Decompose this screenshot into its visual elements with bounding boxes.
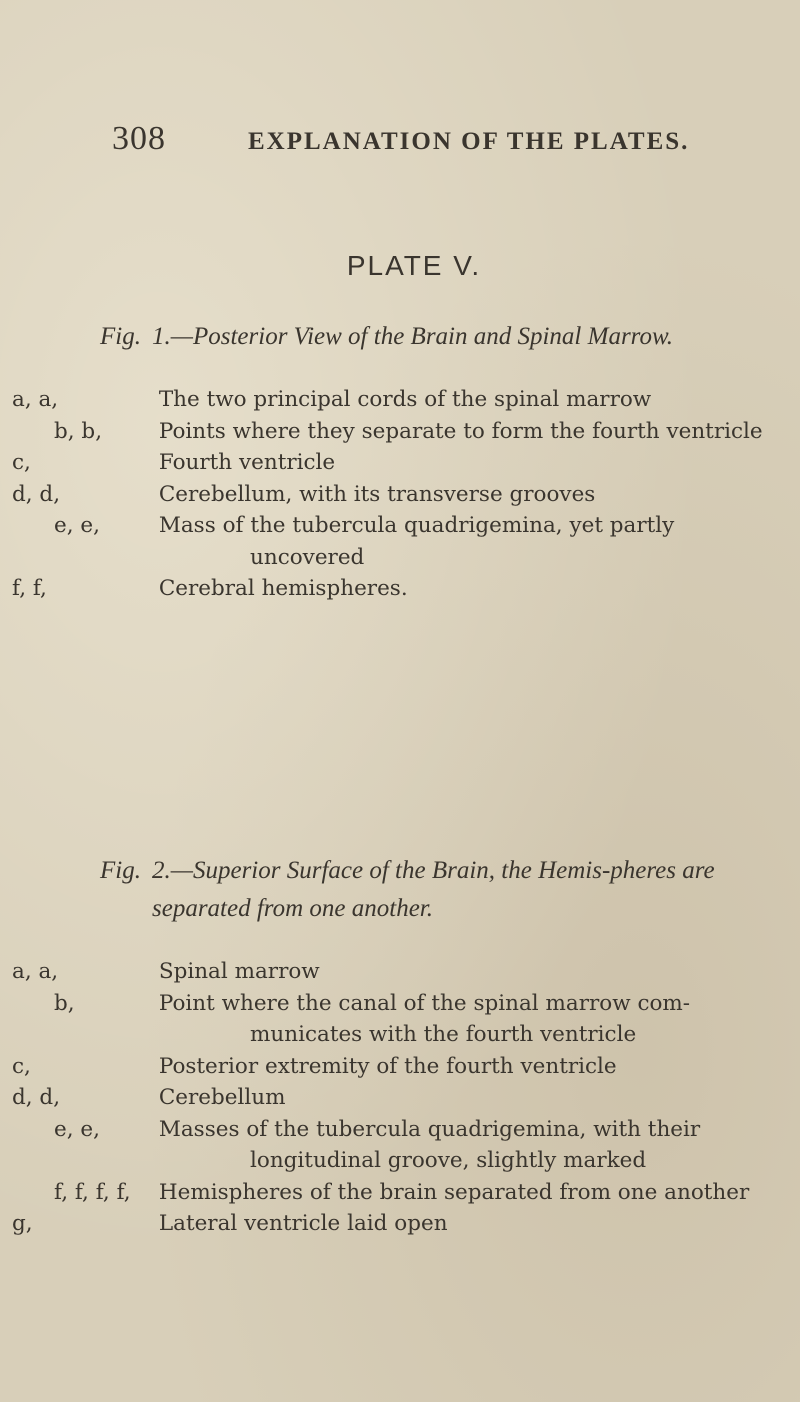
item-text: Points where they separate to form the fourth ventricle xyxy=(158,418,763,444)
list-item: d, d, Cerebellum xyxy=(12,1085,286,1110)
item-text: The two principal cords of the spinal marrow xyxy=(158,387,652,412)
item-text: Posterior extremity of the fourth ventricle xyxy=(158,1053,617,1079)
figure-caption xyxy=(0,318,800,356)
legend-list xyxy=(0,956,800,1240)
list-item: e, e, Masses of the tubercula quadrigemina, with their longitudinal groove, slightly marked xyxy=(54,1116,701,1173)
item-text: Spinal marrow xyxy=(158,959,320,984)
figure-1-section xyxy=(0,318,800,605)
list-item: g, Lateral ventricle laid open xyxy=(12,1211,448,1236)
list-item: a, a, Spinal marrow xyxy=(12,959,320,984)
item-text: Masses of the tubercula quadrigemina, with their longitudinal groove, slightly marked xyxy=(158,1116,701,1173)
list-item: c, Fourth ventricle xyxy=(12,450,336,475)
list-item: b, b, Points where they separate to form the fourth ventricle xyxy=(54,418,763,444)
item-text: Mass of the tubercula quadrigemina, yet partly uncovered xyxy=(158,513,675,570)
item-text: Cerebral hemispheres. xyxy=(158,576,408,601)
page-number: 308 xyxy=(112,120,166,157)
list-item: c, Posterior extremity of the fourth ventricle xyxy=(12,1053,617,1079)
list-item: f, f, Cerebral hemispheres. xyxy=(12,576,408,601)
item-text: Point where the canal of the spinal marrow com-municates with the fourth ventricle xyxy=(158,990,691,1047)
list-item: a, a, The two principal cords of the spinal marrow xyxy=(12,387,652,412)
figure-caption xyxy=(0,852,800,928)
running-head xyxy=(0,120,800,160)
item-text: Cerebellum, with its transverse grooves xyxy=(158,481,596,507)
figure-description: 1.—Posterior View of the Brain and Spinal Marrow. xyxy=(152,323,674,350)
legend-list xyxy=(0,384,800,605)
list-item: f, f, f, f, Hemispheres of the brain separated from one another xyxy=(54,1179,750,1205)
figure-label: Fig. xyxy=(100,323,141,350)
item-text: Hemispheres of the brain separated from one another xyxy=(158,1179,750,1205)
plate-title: PLATE V. xyxy=(346,250,482,281)
item-text: Cerebellum xyxy=(158,1085,286,1110)
figure-2-section xyxy=(0,852,800,1240)
item-text: Lateral ventricle laid open xyxy=(158,1211,448,1236)
figure-description: 2.—Superior Surface of the Brain, the Hemis-pheres are separated from one another. xyxy=(152,857,715,922)
item-text: Fourth ventricle xyxy=(158,450,336,475)
list-item: e, e, Mass of the tubercula quadrigemina, yet partly uncovered xyxy=(54,513,675,570)
list-item: d, d, Cerebellum, with its transverse grooves xyxy=(12,481,596,507)
list-item: b, Point where the canal of the spinal marrow com-municates with the fourth ventricle xyxy=(54,990,691,1047)
running-title: EXPLANATION OF THE PLATES. xyxy=(248,128,690,155)
figure-label: Fig. xyxy=(100,857,141,884)
